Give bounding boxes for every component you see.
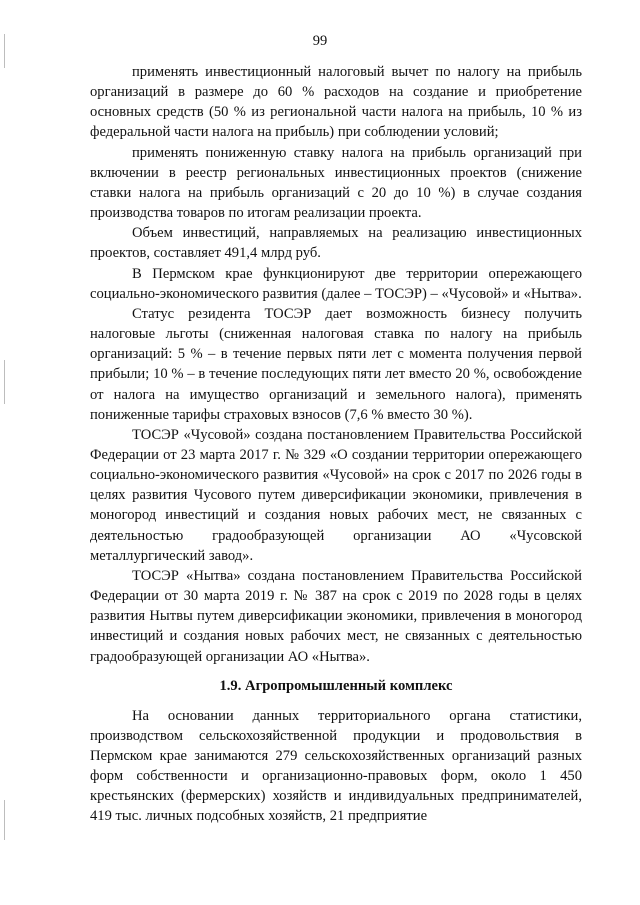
paragraph: Объем инвестиций, направляемых на реализацию инвестиционных проектов, составляет 491,4 млрд руб. xyxy=(90,225,582,262)
scan-edge-mark xyxy=(4,800,5,840)
paragraph: применять пониженную ставку налога на прибыль организаций при включении в реестр региональных инвестиционных проектов (снижение ставки налога на прибыль организаций с 20 до 10 %) в случае создания производства товаров по итогам реализации проекта. xyxy=(90,144,582,222)
page-number: 99 xyxy=(312,33,328,49)
paragraph: Статус резидента ТОСЭР дает возможность бизнесу получить налоговые льготы (сниженная налоговая ставка по налогу на прибыль организаций: 5 % – в течение первых пяти лет с момента получения первой прибыли; 10 % – в течение последующих пяти лет вместо 20 %, освобождение от налога на имущество организаций и земельного налога), применять пониженные тарифы страховых взносов (7,6 % вместо 30 %). xyxy=(90,305,582,423)
paragraph: На основании данных территориального органа статистики, производством сельскохозяйственной продукции и продовольствия в Пермском крае занимаются 279 сельскохозяйственных организаций разных форм собственности и организационно-правовых форм, около 1 450 крестьянских (фермерских) хозяйств и индивидуальных предпринимателей, 419 тыс. личных подсобных хозяйств, 21 предприятие xyxy=(90,707,582,825)
scan-edge-mark xyxy=(4,360,5,404)
document-body xyxy=(90,62,582,827)
paragraph: ТОСЭР «Нытва» создана постановлением Правительства Российской Федерации от 30 марта 2019 г. № 387 на срок с 2019 по 2028 годы в целях развития Нытвы путем диверсификации экономики, привлечения в моногород инвестиций и создания новых рабочих мест, не связанных с деятельностью градообразующей организации АО «Нытва». xyxy=(90,567,582,665)
paragraph: применять инвестиционный налоговый вычет по налогу на прибыль организаций в размере до 60 % расходов на создание и приобретение основных средств (50 % из региональной части налога на прибыль, 10 % из федеральной части налога на прибыль) при соблюдении условий; xyxy=(90,64,582,141)
paragraph: В Пермском крае функционируют две территории опережающего социально-экономического развития (далее – ТОСЭР) – «Чусовой» и «Нытва». xyxy=(90,265,582,302)
paragraph: ТОСЭР «Чусовой» создана постановлением Правительства Российской Федерации от 23 марта 2017 г. № 329 «О создании территории опережающего социально-экономического развития «Чусовой» на срок с 2017 по 2026 годы в целях развития Чусового путем диверсификации экономики, привлечения в моногород инвестиций и создания новых рабочих мест, не связанных с деятельностью градообразующей организации АО «Чусовской металлургический завод». xyxy=(90,426,582,564)
section-heading: 1.9. Агропромышленный комплекс xyxy=(219,677,453,694)
